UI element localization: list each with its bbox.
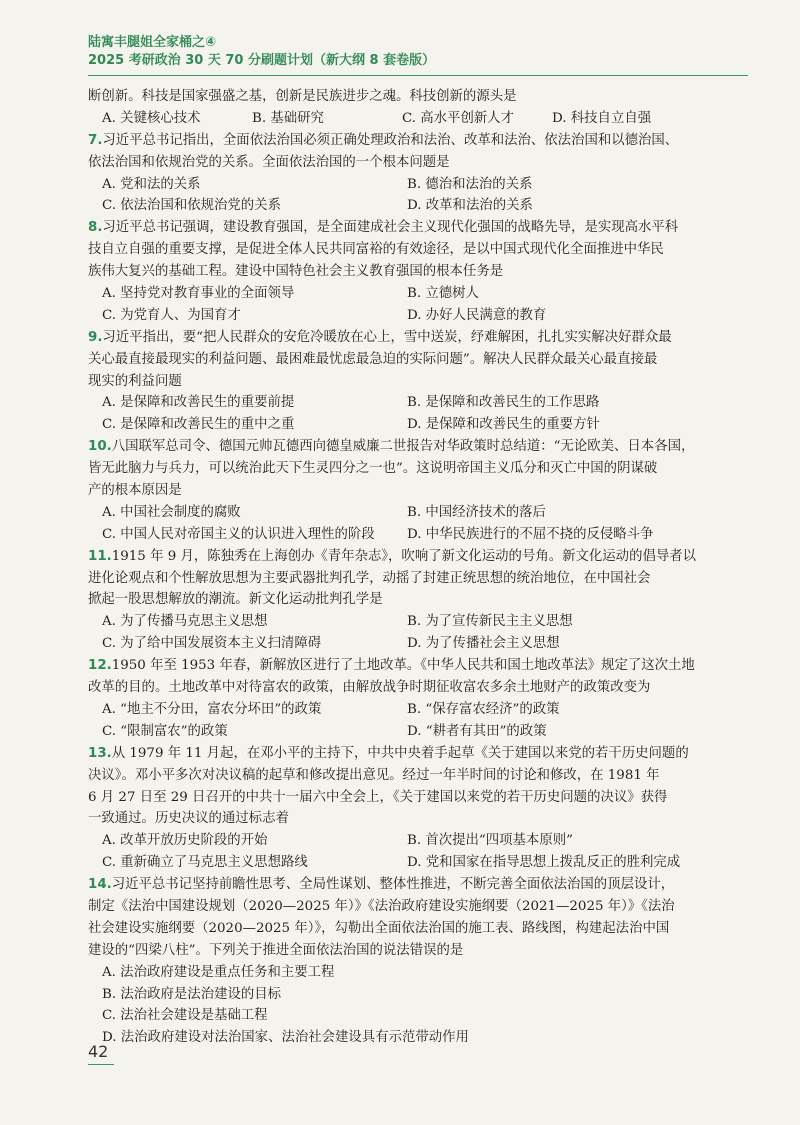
question-number: 9. — [88, 329, 103, 345]
question-text-line: 断创新。科技是国家强盛之基，创新是民族进步之魂。科技创新的源头是 — [88, 89, 517, 104]
option-b[interactable]: B. 是保障和改善民生的工作思路 — [407, 395, 600, 411]
question-stem-line: 进化论观点和个性解放思想为主要武器批判孔学，动摇了封建正统思想的统治地位，在中国社会 — [88, 570, 651, 586]
option-b[interactable]: B. 为了宣传新民主主义思想 — [407, 614, 573, 630]
running-header — [88, 34, 748, 70]
option-c[interactable]: C. 是保障和改善民生的重中之重 — [102, 417, 295, 433]
question-number: 7. — [88, 132, 103, 148]
question-7 — [88, 130, 728, 218]
option-a[interactable]: A. 关键核心技术 — [102, 110, 201, 126]
option-d[interactable]: D. 党和国家在指导思想上拨乱反正的胜利完成 — [407, 855, 681, 871]
option-c[interactable]: C. 为党育人、为国育才 — [102, 307, 241, 323]
question-stem-line: 9.习近平指出，要“把人民群众的安危冷暖放在心上，雪中送炭，纾难解困，扎扎实实解决好群众最 — [88, 329, 672, 345]
question-stem-line: 产的根本原因是 — [88, 483, 182, 499]
option-a[interactable]: A. 党和法的关系 — [102, 176, 201, 192]
question-10 — [88, 436, 728, 545]
question-stem-line: 族伟大复兴的基础工程。建设中国特色社会主义教育强国的根本任务是 — [88, 264, 504, 280]
option-d[interactable]: D. 改革和法治的关系 — [407, 198, 533, 214]
question-number: 12. — [88, 658, 112, 674]
header-book-title: 2025 考研政治 30 天 70 分刷题计划（新大纲 8 套卷版） — [88, 53, 436, 68]
option-b[interactable]: B. 基础研究 — [252, 110, 324, 126]
question-stem-line: 技自立自强的重要支撑，是促进全体人民共同富裕的有效途径，是以中国式现代化全面推进中华民 — [88, 242, 664, 258]
question-stem-line: 依法治国和依规治党的关系。全面依法治国的一个根本问题是 — [88, 154, 450, 170]
question-stem-line: 11.1915 年 9 月，陈独秀在上海创办《青年杂志》，吹响了新文化运动的号角。新文化运动的倡导者以 — [88, 548, 697, 564]
option-c[interactable]: C. 依法治国和依规治党的关系 — [102, 198, 281, 214]
question-stem-line: 一致通过。历史决议的通过标志着 — [88, 811, 289, 827]
question-stem-line: 皆无此脑力与兵力，可以统治此天下生灵四分之一也”。这说明帝国主义瓜分和灭亡中国的阴谋破 — [88, 461, 658, 477]
option-b[interactable]: B. 德治和法治的关系 — [407, 176, 533, 192]
option-b[interactable]: B. 法治政府是法治建设的目标 — [102, 986, 282, 1002]
option-b[interactable]: B. 首次提出“四项基本原则” — [407, 833, 573, 849]
option-d[interactable]: D. 办好人民满意的教育 — [407, 307, 547, 323]
question-stem-line: 掀起一股思想解放的潮流。新文化运动批判孔学是 — [88, 592, 383, 608]
option-d[interactable]: D. 为了传播社会主义思想 — [407, 636, 560, 652]
footer-accent-line — [88, 1064, 114, 1065]
question-14 — [88, 874, 728, 1049]
question-stem-line: 社会建设实施纲要（2020—2025 年）》，勾勒出全面依法治国的施工表、路线图，构建起法治中国 — [88, 920, 670, 936]
question-8 — [88, 217, 728, 326]
option-a[interactable]: A. 改革开放历史阶段的开始 — [102, 833, 268, 849]
option-d[interactable]: D. “耕者有其田”的政策 — [407, 723, 547, 739]
question-stem-line: 关心最直接最现实的利益问题、最困难最忧虑最急迫的实际问题”。解决人民群众最关心最直接最 — [88, 351, 658, 367]
page-number: 42 — [88, 1042, 109, 1061]
option-a[interactable]: A. “地主不分田，富农分坏田”的政策 — [102, 701, 322, 717]
option-a[interactable]: A. 坚持党对教育事业的全面领导 — [102, 286, 295, 302]
question-11 — [88, 546, 728, 655]
question-stem-line: 决议》。邓小平多次对决议稿的起草和修改提出意见。经过一年半时间的讨论和修改，在 1981 年 — [88, 767, 660, 783]
question-stem-line: 13.从 1979 年 11 月起，在邓小平的主持下，中共中央着手起草《关于建国以来党的若干历史问题的 — [88, 745, 689, 761]
question-9 — [88, 327, 728, 436]
option-c[interactable]: C. 高水平创新人才 — [402, 110, 515, 126]
question-stem-line: 现实的利益问题 — [88, 373, 182, 389]
option-d[interactable]: D. 科技自立自强 — [552, 110, 652, 126]
question-stem-line: 10.八国联军总司令、德国元帅瓦德西向德皇威廉二世报告对华政策时总结道：“无论欧美、日本各国， — [88, 439, 695, 455]
question-13 — [88, 743, 728, 874]
option-a[interactable]: A. 是保障和改善民生的重要前提 — [102, 395, 295, 411]
option-c[interactable]: C. 法治社会建设是基础工程 — [102, 1008, 268, 1024]
question-number: 10. — [88, 439, 112, 455]
option-c[interactable]: C. “限制富农”的政策 — [102, 723, 228, 739]
question-stem-line: 7.习近平总书记指出，全面依法治国必须正确处理政治和法治、改革和法治、依法治国和以德治国、 — [88, 132, 679, 148]
option-b[interactable]: B. 立德树人 — [407, 286, 479, 302]
option-c[interactable]: C. 为了给中国发展资本主义扫清障碍 — [102, 636, 322, 652]
header-series-title: 陆寓丰腿姐全家桶之④ — [88, 35, 217, 50]
option-c[interactable]: C. 中国人民对帝国主义的认识进入理性的阶段 — [102, 526, 375, 542]
question-stem-line: 建设的“四梁八柱”。下列关于推进全面依法治国的说法错误的是 — [88, 942, 464, 958]
question-stem-line: 14.习近平总书记坚持前瞻性思考、全局性谋划、整体性推进，不断完善全面依法治国的顶层设计， — [88, 877, 675, 893]
question-number: 13. — [88, 745, 112, 761]
question-stem-line: 6 月 27 日至 29 日召开的中共十一届六中全会上，《关于建国以来党的若干历史问题的决议》获得 — [88, 789, 668, 805]
question-stem-line: 制定《法治中国建设规划（2020—2025 年）》《法治政府建设实施纲要（2021—2025 年）》《法治 — [88, 898, 675, 914]
question-stem-line: 改革的目的。土地改革中对待富农的政策，由解放战争时期征收富农多余土地财产的政策改变为 — [88, 680, 651, 696]
question-number: 8. — [88, 220, 103, 236]
question-number: 11. — [88, 548, 112, 564]
option-d[interactable]: D. 中华民族进行的不屈不挠的反侵略斗争 — [407, 526, 654, 542]
question-6-continuation — [88, 86, 728, 130]
option-b[interactable]: B. 中国经济技术的落后 — [407, 504, 546, 520]
header-divider — [88, 75, 748, 76]
option-d[interactable]: D. 法治政府建设对法治国家、法治社会建设具有示范带动作用 — [102, 1030, 469, 1046]
option-c[interactable]: C. 重新确立了马克思主义思想路线 — [102, 855, 308, 871]
question-stem-line: 12.1950 年至 1953 年春，新解放区进行了土地改革。《中华人民共和国土地改革法》规定了这次土地 — [88, 658, 695, 674]
question-list — [88, 86, 728, 1049]
option-a[interactable]: A. 中国社会制度的腐败 — [102, 504, 241, 520]
question-number: 14. — [88, 877, 112, 893]
question-stem-line: 8.习近平总书记强调，建设教育强国，是全面建成社会主义现代化强国的战略先导，是实现高水平科 — [88, 220, 679, 236]
option-b[interactable]: B. “保存富农经济”的政策 — [407, 701, 560, 717]
option-d[interactable]: D. 是保障和改善民生的重要方针 — [407, 417, 600, 433]
option-a[interactable]: A. 法治政府建设是重点任务和主要工程 — [102, 964, 335, 980]
option-a[interactable]: A. 为了传播马克思主义思想 — [102, 614, 268, 630]
question-12 — [88, 655, 728, 743]
